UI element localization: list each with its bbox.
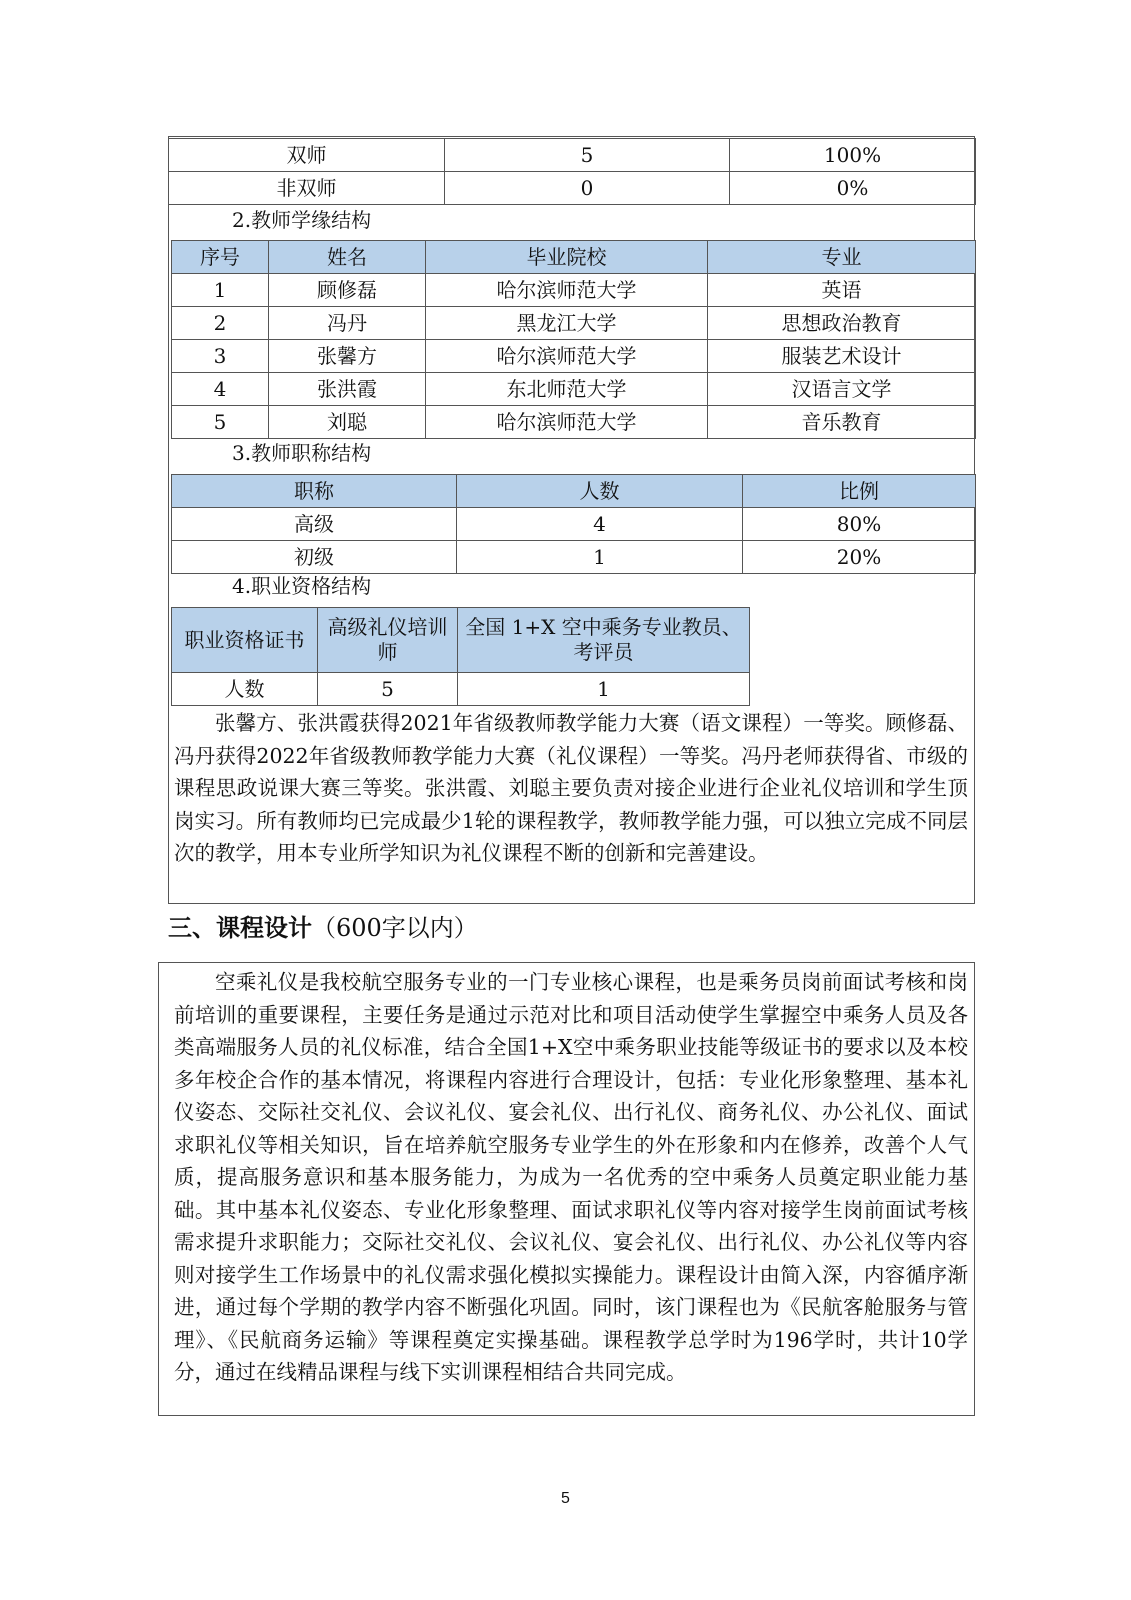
qualification-table <box>171 607 750 706</box>
table-row <box>172 373 976 406</box>
column-header: 人数 <box>457 475 743 508</box>
table-cell: 3 <box>172 340 269 373</box>
table-cell: 刘聪 <box>269 406 426 439</box>
column-header: 职称 <box>172 475 457 508</box>
table-cell: 双师 <box>169 139 445 172</box>
table-cell: 非双师 <box>169 172 445 205</box>
table-cell: 音乐教育 <box>708 406 976 439</box>
table-row <box>172 274 976 307</box>
education-table <box>171 240 976 439</box>
table-cell: 人数 <box>172 673 318 706</box>
table-row <box>169 172 976 205</box>
column-header: 序号 <box>172 241 269 274</box>
table-cell: 服装艺术设计 <box>708 340 976 373</box>
column-header: 姓名 <box>269 241 426 274</box>
table-cell: 4 <box>172 373 269 406</box>
table-cell: 2 <box>172 307 269 340</box>
column-header: 全国 1+X 空中乘务专业教员、考评员 <box>458 608 750 673</box>
table-row <box>169 139 976 172</box>
table-cell: 汉语言文学 <box>708 373 976 406</box>
title-heading: 3.教师职称结构 <box>232 441 372 465</box>
table-row <box>172 508 976 541</box>
table-header-row <box>172 475 976 508</box>
column-header: 高级礼仪培训师 <box>318 608 458 673</box>
table-row <box>172 541 976 574</box>
table-cell: 5 <box>172 406 269 439</box>
column-header: 专业 <box>708 241 976 274</box>
table-cell: 哈尔滨师范大学 <box>426 340 708 373</box>
course-design-heading <box>168 910 478 946</box>
table-cell: 5 <box>318 673 458 706</box>
table-cell: 高级 <box>172 508 457 541</box>
table-cell: 顾修磊 <box>269 274 426 307</box>
qualification-heading: 4.职业资格结构 <box>232 574 372 598</box>
professional-title-table <box>171 474 976 574</box>
column-header: 职业资格证书 <box>172 608 318 673</box>
word-limit-note: （600字以内） <box>312 914 478 942</box>
table-cell: 哈尔滨师范大学 <box>426 274 708 307</box>
table-cell: 英语 <box>708 274 976 307</box>
table-cell: 哈尔滨师范大学 <box>426 406 708 439</box>
table-cell: 1 <box>457 541 743 574</box>
education-heading: 2.教师学缘结构 <box>232 208 372 232</box>
table-cell: 1 <box>458 673 750 706</box>
table-cell: 1 <box>172 274 269 307</box>
dual-teacher-table <box>168 138 976 205</box>
table-row <box>172 307 976 340</box>
table-cell: 5 <box>445 139 730 172</box>
table-cell: 初级 <box>172 541 457 574</box>
course-design-paragraph: 空乘礼仪是我校航空服务专业的一门专业核心课程，也是乘务员岗前面试考核和岗前培训的重要课程，主要任务是通过示范对比和项目活动使学生掌握空中乘务人员及各类高端服务人员的礼仪标准，结合全国1+X空中乘务职业技能等级证书的要求以及本校多年校企合作的基本情况，将课程内容进行合理设计，包括：专业化形象整理、基本礼仪姿态、交际社交礼仪、会议礼仪、宴会礼仪、出行礼仪、商务礼仪、办公礼仪、面试求职礼仪等相关知识，旨在培养航空服务专业学生的外在形象和内在修养，改善个人气质，提高服务意识和基本服务能力，为成为一名优秀的空中乘务人员奠定职业能力基础。其中基本礼仪姿态、专业化形象整理、面试求职礼仪等内容对接学生岗前面试考核需求提升求职能力；交际社交礼仪、会议礼仪、宴会礼仪、出行礼仪、办公礼仪等内容则对接学生工作场景中的礼仪需求强化模拟实操能力。课程设计由简入深，内容循序渐进，通过每个学期的教学内容不断强化巩固。同时，该门课程也为《民航客舱服务与管理》、《民航商务运输》等课程奠定实操基础。课程教学总学时为196学时，共计10学分，通过在线精品课程与线下实训课程相结合共同完成。 <box>174 970 968 1384</box>
table-cell: 张洪霞 <box>269 373 426 406</box>
page-number: 5 <box>561 1490 570 1507</box>
table-header-row <box>172 608 750 673</box>
table-cell: 张馨方 <box>269 340 426 373</box>
section-title: 三、课程设计 <box>168 914 312 942</box>
table-cell: 80% <box>743 508 976 541</box>
table-cell: 0 <box>445 172 730 205</box>
table-header-row <box>172 241 976 274</box>
table-row <box>172 406 976 439</box>
table-cell: 4 <box>457 508 743 541</box>
table-cell: 思想政治教育 <box>708 307 976 340</box>
table-row <box>172 673 750 706</box>
table-cell: 冯丹 <box>269 307 426 340</box>
table-cell: 100% <box>730 139 976 172</box>
table-cell: 黑龙江大学 <box>426 307 708 340</box>
table-cell: 东北师范大学 <box>426 373 708 406</box>
table-cell: 20% <box>743 541 976 574</box>
column-header: 比例 <box>743 475 976 508</box>
table-cell: 0% <box>730 172 976 205</box>
awards-paragraph: 张馨方、张洪霞获得2021年省级教师教学能力大赛（语文课程）一等奖。顾修磊、冯丹获得2022年省级教师教学能力大赛（礼仪课程）一等奖。冯丹老师获得省、市级的课程思政说课大赛三等奖。张洪霞、刘聪主要负责对接企业进行企业礼仪培训和学生顶岗实习。所有教师均已完成最少1轮的课程教学，教师教学能力强，可以独立完成不同层次的教学，用本专业所学知识为礼仪课程不断的创新和完善建设。 <box>174 711 968 865</box>
column-header: 毕业院校 <box>426 241 708 274</box>
table-row <box>172 340 976 373</box>
